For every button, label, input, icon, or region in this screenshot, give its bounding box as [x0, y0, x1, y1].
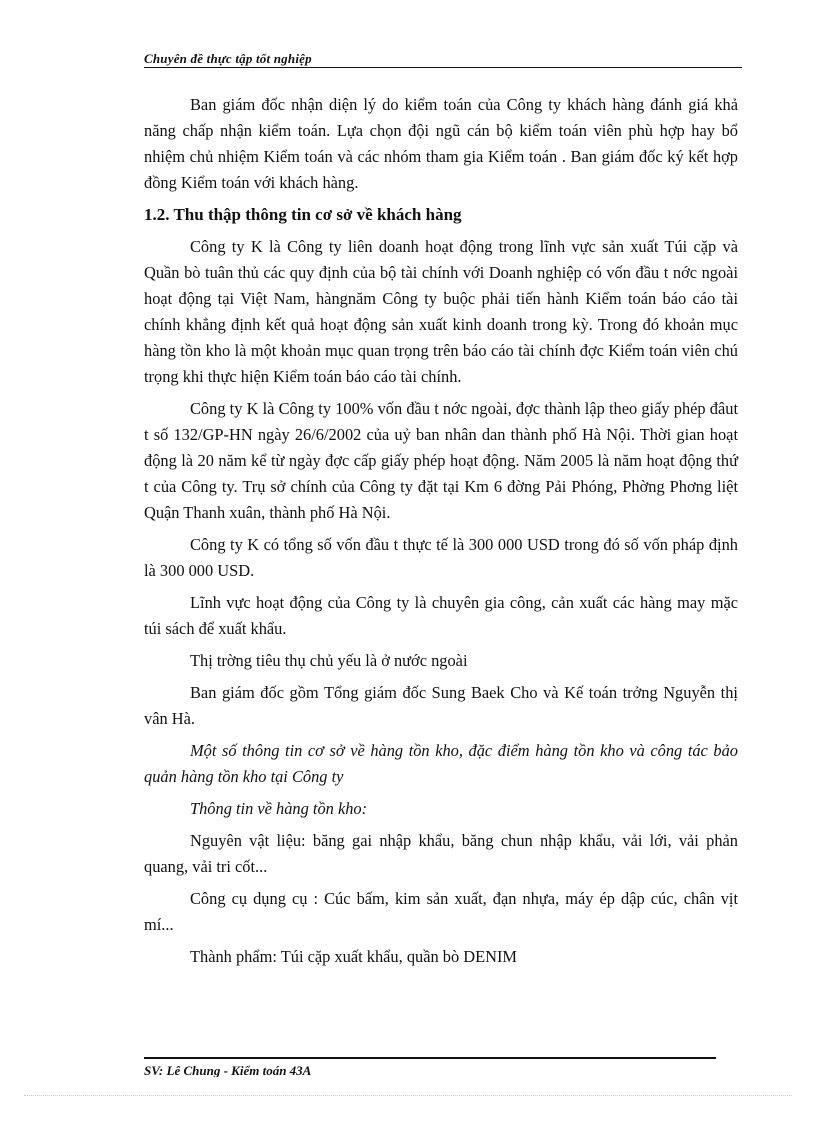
paragraph-finished-goods: Thành phẩm: Túi cặp xuất khẩu, quần bò DENIM [190, 947, 517, 966]
page-footer: SV: Lê Chung - Kiểm toán 43A [144, 1063, 312, 1077]
document-body [144, 92, 738, 976]
page-edge-divider [24, 1095, 792, 1096]
paragraph-capital: Công ty K có tổng số vốn đầu t thực tế là 300 000 USD trong đó số vốn pháp định là 300 000 USD. [144, 535, 738, 580]
section-heading: 1.2. Thu thập thông tin cơ sở về khách hàng [144, 205, 462, 224]
paragraph-director-duties: Ban giám đốc nhận diện lý do kiểm toán của Công ty khách hàng đánh giá khả năng chấp nhận kiểm toán. Lựa chọn đội ngũ cán bộ kiểm toán viên phù hợp hay bổ nhiệm chủ nhiệm Kiểm toán và các nhóm tham gia Kiểm toán . Ban giám đốc ký kết hợp đồng Kiểm toán với khách hàng. [144, 95, 738, 192]
paragraph-company-overview: Công ty K là Công ty liên doanh hoạt động trong lĩnh vực sản xuất Túi cặp và Quần bò tuân thủ các quy định của bộ tài chính với Doanh nghiệp có vốn đầu t nớc ngoài hoạt động tại Việt Nam, hàngnăm Công ty buộc phải tiến hành Kiểm toán báo cáo tài chính khẳng định kết quả hoạt động sản xuất kinh doanh trong kỳ. Trong đó khoản mục hàng tồn kho là một khoản mục quan trọng trên báo cáo tài chính đợc Kiểm toán viên chú trọng khi thực hiện Kiểm toán báo cáo tài chính. [144, 237, 738, 386]
paragraph-management: Ban giám đốc gồm Tổng giám đốc Sung Baek Cho và Kế toán trởng Nguyễn thị vân Hà. [144, 683, 738, 728]
paragraph-tools: Công cụ dụng cụ : Cúc bấm, kim sản xuất, đạn nhựa, máy ép dập cúc, chân vịt mí... [144, 889, 738, 934]
footer-divider [144, 1057, 716, 1059]
paragraph-inventory-heading: Thông tin về hàng tồn kho: [190, 799, 368, 818]
page-header [144, 50, 742, 68]
paragraph-business-field: Lĩnh vực hoạt động của Công ty là chuyên gia công, cản xuất các hàng may mặc túi sách để xuất khẩu. [144, 593, 738, 638]
paragraph-market: Thị trờng tiêu thụ chủ yếu là ở nước ngoài [190, 651, 468, 670]
paragraph-materials: Nguyên vật liệu: băng gai nhập khẩu, băng chun nhập khẩu, vải lới, vải phản quang, vải tri cốt... [144, 831, 738, 876]
paragraph-company-license: Công ty K là Công ty 100% vốn đầu t nớc ngoài, đợc thành lập theo giấy phép đâut t số 132/GP-HN ngày 26/6/2002 của uỷ ban nhân dan thành phố Hà Nội. Thời gian hoạt động là 20 năm kể từ ngày đợc cấp giấy phép hoạt động. Năm 2005 là năm hoạt động thứ t của Công ty. Trụ sở chính của Công ty đặt tại Km 6 đờng Pải Phóng, Phờng Phơng liệt Quận Thanh xuân, thành phố Hà Nội. [144, 399, 738, 522]
header-title: Chuyên đề thực tập tốt nghiệp [144, 51, 312, 66]
paragraph-inventory-intro: Một số thông tin cơ sở về hàng tồn kho, đặc điểm hàng tồn kho và công tác bảo quản hàng tồn kho tại Công ty [144, 741, 738, 786]
